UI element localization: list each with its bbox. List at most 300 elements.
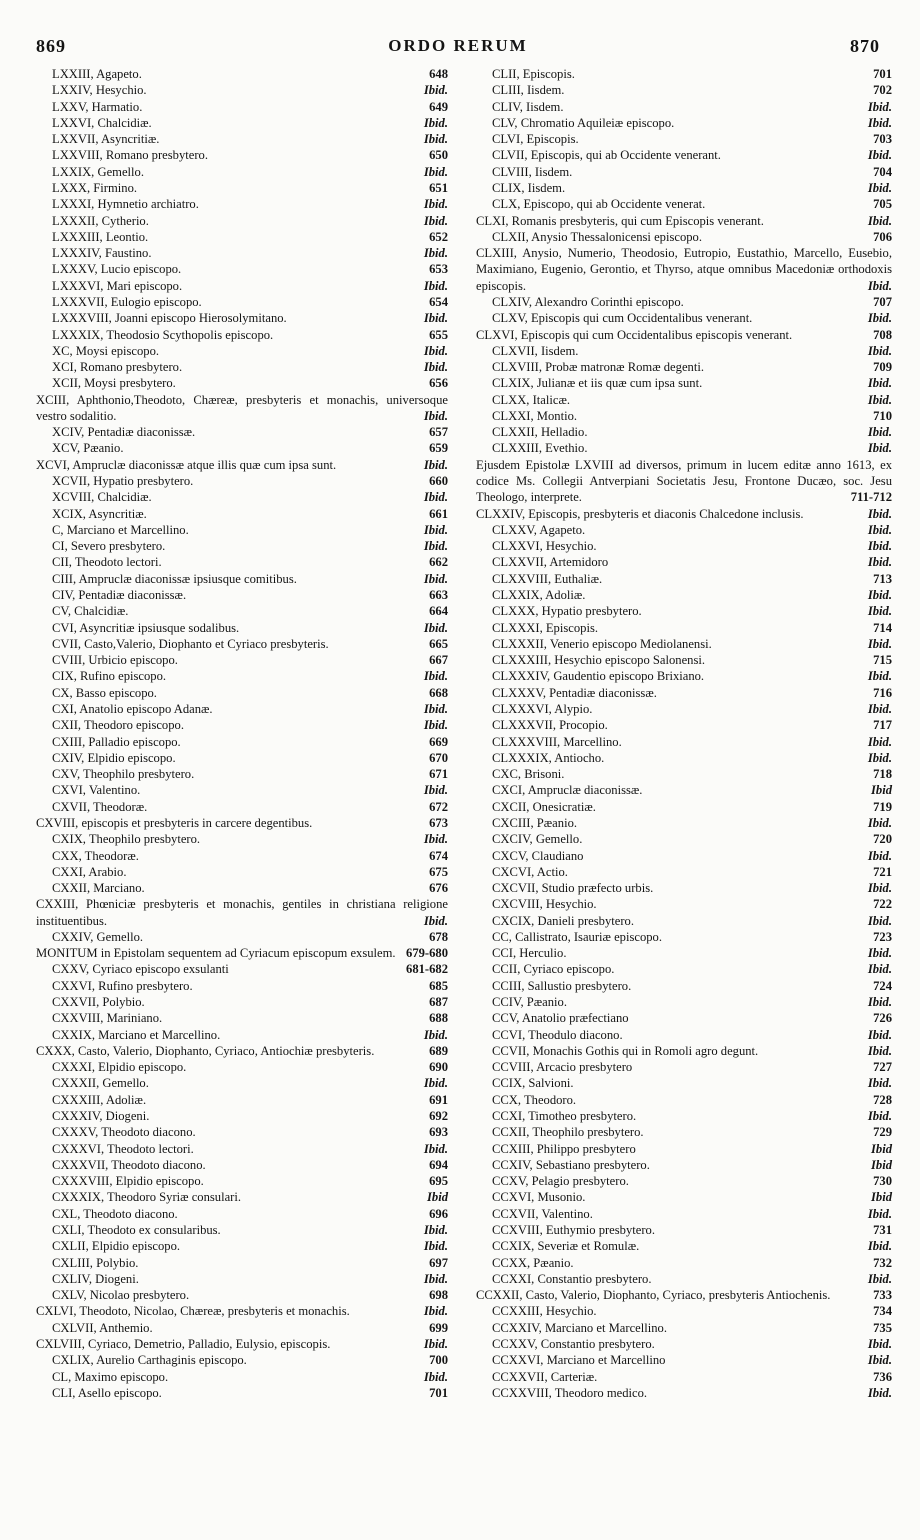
entry-page-reference: 652 [429,229,448,244]
index-entry [476,734,892,750]
entry-title: CXVI, Valentino. [52,783,141,798]
entry-title: CXXVIII, Mariniano. [52,1011,163,1026]
entry-page-reference: Ibid. [867,669,892,684]
entry-title: CXI, Anatolio episcopo Adanæ. [52,701,213,716]
index-entry [476,782,892,798]
entry-page-reference: Ibid. [867,99,892,114]
entry-title: CLXXVI, Hesychio. [492,539,597,554]
entry-page-reference: Ibid [871,783,892,798]
index-entry [476,1010,892,1026]
entry-title: CCXX, Pæanio. [492,1255,574,1270]
entry-title: CLXXXVII, Procopio. [492,718,608,733]
entry-page-reference: 693 [429,1125,448,1140]
entry-page-reference: 657 [429,425,448,440]
entry-page-reference: 692 [429,1109,448,1123]
entry-title: CXII, Theodoro episcopo. [52,718,184,733]
entry-title: LXXXIV, Faustino. [52,246,152,261]
index-entry [476,180,892,196]
entry-title: CCXVII, Valentino. [492,1206,593,1221]
index-entry [476,82,892,98]
index-entry [36,945,448,961]
entry-page-reference: 736 [873,1369,892,1384]
entry-title: CLVIII, Iisdem. [492,164,573,179]
entry-page-reference: 710 [873,408,892,423]
entry-title: XCIX, Asyncritiæ. [52,506,147,521]
entry-title: CCXXII, Casto, Valerio, Diophanto, Cyriaco, presbyteris Antiochenis. [476,1288,831,1303]
entry-page-reference: 667 [429,653,448,668]
entry-title: CLII, Episcopis. [492,67,575,81]
entry-page-reference: 687 [429,995,448,1010]
entry-page-reference: 672 [429,799,448,814]
entry-page-reference: 665 [429,636,448,651]
index-entry [36,196,448,212]
entry-page-reference: 681-682 [406,962,448,977]
entry-page-reference: 651 [429,180,448,195]
entry-title: CLXVII, Iisdem. [492,343,579,358]
index-entry [476,115,892,131]
index-entry [36,1108,448,1124]
entry-title: LXXVI, Chalcidiæ. [52,115,152,130]
entry-page-reference: 696 [429,1206,448,1221]
entry-page-reference: 668 [429,685,448,700]
entry-title: CXLIV, Diogeni. [52,1271,139,1286]
entry-title: CCX, Theodoro. [492,1092,577,1107]
index-entry [476,245,892,294]
entry-page-reference: Ibid. [423,1271,448,1286]
index-entry [476,294,892,310]
index-entry [36,929,448,945]
index-entry [36,294,448,310]
entry-title: CXXIX, Marciano et Marcellino. [52,1027,221,1042]
index-entry [476,164,892,180]
entry-page-reference: Ibid. [867,522,892,537]
entry-title: CXLIX, Aurelio Carthaginis episcopo. [52,1353,247,1368]
entry-page-reference: Ibid. [423,360,448,375]
index-entry [476,896,892,912]
entry-title: CLXXXVI, Alypio. [492,701,593,716]
entry-page-reference: Ibid. [867,815,892,830]
entry-title: CXCI, Ampruclæ diaconissæ. [492,783,643,798]
index-entry [36,424,448,440]
entry-title: CXXIII, Phœniciæ presbyteris et monachis, gentiles in christiana religione instituentibus. [36,897,448,928]
entry-title: CCXI, Timotheo presbytero. [492,1109,637,1123]
index-entry [36,375,448,391]
entry-page-reference: Ibid. [867,701,892,716]
entry-title: CXCII, Onesicratiæ. [492,799,596,814]
entry-page-reference: 732 [873,1255,892,1270]
entry-title: CL, Maximo episcopo. [52,1369,169,1384]
entry-page-reference: 727 [873,1060,892,1075]
index-entry [36,131,448,147]
entry-page-reference: 676 [429,881,448,896]
entry-page-reference: Ibid. [867,1043,892,1058]
entry-title: CXCVII, Studio præfecto urbis. [492,881,654,896]
entry-page-reference: 730 [873,1174,892,1189]
entry-page-reference: Ibid. [867,555,892,570]
index-entry [476,1141,892,1157]
entry-title: CCVII, Monachis Gothis qui in Romoli agro degunt. [492,1043,759,1058]
entry-page-reference: Ibid. [867,1076,892,1091]
entry-page-reference: Ibid. [423,783,448,798]
entry-title: CC, Callistrato, Isauriæ episcopo. [492,929,662,944]
index-entry [476,945,892,961]
index-entry [476,343,892,359]
entry-title: CLXIX, Julianæ et iis quæ cum ipsa sunt. [492,376,703,391]
entry-page-reference: Ibid. [423,278,448,293]
entry-title: CCXVIII, Euthymio presbytero. [492,1222,655,1237]
entry-page-reference: Ibid [427,1190,448,1205]
entry-title: LXXX, Firmino. [52,180,138,195]
entry-page-reference: Ibid. [867,1271,892,1286]
entry-title: CCXII, Theophilo presbytero. [492,1125,644,1140]
entry-title: CXXXIV, Diogeni. [52,1109,150,1123]
index-entry [476,929,892,945]
entry-page-reference: Ibid. [423,539,448,554]
index-entry [476,831,892,847]
entry-title: CXXXI, Elpidio episcopo. [52,1060,187,1075]
entry-title: CLXXXIV, Gaudentio episcopo Brixiano. [492,669,705,684]
entry-page-reference: 702 [873,83,892,98]
index-entry [476,685,892,701]
entry-page-reference: Ibid. [867,734,892,749]
index-entry [476,1157,892,1173]
entry-title: CIII, Ampruclæ diaconissæ ipsiusque comitibus. [52,571,297,586]
right-index-column [476,66,892,1401]
entry-title: CXVIII, episcopis et presbyteris in carcere degentibus. [36,815,313,830]
entry-page-reference: Ibid. [867,1239,892,1254]
entry-title: CLXXXV, Pentadiæ diaconissæ. [492,685,657,700]
entry-page-reference: Ibid. [423,197,448,212]
index-entry [476,766,892,782]
entry-title: CXV, Theophilo presbytero. [52,767,195,782]
index-entry [476,799,892,815]
index-entry [476,815,892,831]
entry-title: LXXXV, Lucio episcopo. [52,262,182,277]
entry-page-reference: 701 [873,67,892,81]
index-entry [476,131,892,147]
entry-page-reference: Ibid. [423,913,448,928]
index-entry [476,1189,892,1205]
entry-title: CXIV, Elpidio episcopo. [52,750,176,765]
entry-title: LXXXVI, Mari episcopo. [52,278,183,293]
index-entry [476,310,892,326]
entry-title: CXLVIII, Cyriaco, Demetrio, Palladio, Eulysio, episcopis. [36,1336,331,1351]
entry-page-reference: 707 [873,294,892,309]
entry-page-reference: 675 [429,864,448,879]
entry-page-reference: 733 [873,1288,892,1303]
entry-title: LXXVIII, Romano presbytero. [52,148,208,163]
entry-title: CLI, Asello episcopo. [52,1385,162,1400]
entry-page-reference: Ibid. [423,832,448,847]
left-index-column [36,66,448,1401]
index-entry [476,1075,892,1091]
index-entry [36,1303,448,1319]
index-entry [36,522,448,538]
index-entry [476,457,892,506]
entry-title: CLXII, Anysio Thessalonicensi episcopo. [492,229,702,244]
entry-title: CCXXVIII, Theodoro medico. [492,1385,648,1400]
index-entry [476,717,892,733]
index-entry [36,440,448,456]
entry-page-reference: 660 [429,474,448,489]
index-entry [36,1336,448,1352]
index-entry [36,620,448,636]
entry-page-reference: 715 [873,653,892,668]
entry-title: CXVII, Theodoræ. [52,799,148,814]
entry-title: CCXXVI, Marciano et Marcellino [492,1353,666,1368]
index-entry [476,1092,892,1108]
index-entry [36,1352,448,1368]
entry-title: C, Marciano et Marcellino. [52,522,189,537]
entry-title: CXXXVI, Theodoto lectori. [52,1141,194,1156]
index-entry [476,538,892,554]
index-entry [476,1043,892,1059]
entry-page-reference: Ibid. [867,392,892,407]
index-entry [476,147,892,163]
entry-title: CXC, Brisoni. [492,767,565,782]
index-entry [36,489,448,505]
entry-title: CII, Theodoto lectori. [52,555,162,570]
entry-page-reference: Ibid. [423,343,448,358]
index-entry [36,1385,448,1401]
entry-title: CXLI, Theodoto ex consularibus. [52,1222,221,1237]
index-entry [36,994,448,1010]
entry-title: CLXVI, Episcopis qui cum Occidentalibus episcopis venerant. [476,327,793,342]
entry-page-reference: Ibid. [423,1336,448,1351]
index-entry [476,229,892,245]
entry-page-reference: 714 [873,620,892,635]
index-entry [476,978,892,994]
entry-title: CXCV, Claudiano [492,848,584,863]
entry-page-reference: Ibid. [867,881,892,896]
entry-title: CXLVII, Anthemio. [52,1320,153,1335]
index-entry [476,620,892,636]
entry-title: CCXVI, Musonio. [492,1190,586,1205]
entry-page-reference: 729 [873,1125,892,1140]
entry-page-reference: Ibid. [423,701,448,716]
index-entry [476,440,892,456]
index-entry [36,1010,448,1026]
index-entry [36,1206,448,1222]
index-entry [476,1059,892,1075]
entry-title: CLXI, Romanis presbyteris, qui cum Episcopis venerant. [476,213,764,228]
index-entry [36,538,448,554]
entry-page-reference: Ibid. [423,1027,448,1042]
entry-page-reference: Ibid. [423,1239,448,1254]
entry-title: CLXXIV, Episcopis, presbyteris et diaconis Chalcedone inclusis. [476,506,804,521]
index-entry [476,913,892,929]
entry-title: LXXXIII, Leontio. [52,229,149,244]
entry-title: Ejusdem Epistolæ LXVIII ad diversos, primum in lucem editæ anno 1613, ex codice Ms. Collegii Antverpiani Societatis Jesu, Frontone Ducæo, soc. Jesu Theologo, interprete. [476,457,892,505]
index-entry [36,1075,448,1091]
entry-page-reference: 726 [873,1011,892,1026]
entry-title: CCXIV, Sebastiano presbytero. [492,1157,650,1172]
entry-page-reference: 719 [873,799,892,814]
entry-page-reference: Ibid. [423,1222,448,1237]
entry-page-reference: Ibid. [423,213,448,228]
entry-page-reference: Ibid. [867,278,892,293]
entry-title: LXXXII, Cytherio. [52,213,149,228]
entry-page-reference: 664 [429,604,448,619]
entry-page-reference: Ibid. [867,588,892,602]
entry-title: CLXV, Episcopis qui cum Occidentalibus venerant. [492,311,753,326]
index-entry [36,310,448,326]
entry-title: CLV, Chromatio Aquileiæ episcopo. [492,115,675,130]
index-entry [476,375,892,391]
entry-page-reference: Ibid. [867,848,892,863]
index-entry [476,603,892,619]
index-entry [476,652,892,668]
entry-page-reference: 716 [873,685,892,700]
index-entry [476,864,892,880]
entry-title: CLXXIX, Adoliæ. [492,588,586,602]
entry-page-reference: 648 [429,67,448,81]
entry-page-reference: 670 [429,750,448,765]
index-entry [476,1320,892,1336]
index-entry [476,750,892,766]
entry-page-reference: Ibid. [423,457,448,472]
entry-title: XCV, Pæanio. [52,441,124,456]
entry-page-reference: Ibid. [423,115,448,130]
index-entry [476,1303,892,1319]
index-entry [36,685,448,701]
index-entry [476,1369,892,1385]
index-entry [476,636,892,652]
entry-title: CXLII, Elpidio episcopo. [52,1239,181,1254]
index-entry [36,1222,448,1238]
entry-page-reference: Ibid. [867,1206,892,1221]
index-entry [476,392,892,408]
entry-page-reference: 701 [429,1385,448,1400]
index-entry [36,245,448,261]
entry-title: LXXIV, Hesychio. [52,83,147,98]
entry-title: XCII, Moysi presbytero. [52,376,176,391]
entry-title: CLIX, Iisdem. [492,180,566,195]
entry-page-reference: Ibid. [423,1141,448,1156]
entry-page-reference: Ibid. [867,1109,892,1123]
index-entry [36,636,448,652]
entry-page-reference: 705 [873,197,892,212]
entry-page-reference: 689 [429,1043,448,1058]
index-entry [36,359,448,375]
entry-title: XCVI, Ampruclæ diaconissæ atque illis quæ cum ipsa sunt. [36,457,337,472]
entry-title: CXXXIX, Theodoro Syriæ consulari. [52,1190,242,1205]
index-entry [36,1189,448,1205]
entry-page-reference: 679-680 [406,946,448,961]
entry-page-reference: Ibid. [867,425,892,440]
entry-title: CLXXXIX, Antiocho. [492,750,605,765]
entry-page-reference: 669 [429,734,448,749]
entry-page-reference: 720 [873,832,892,847]
entry-title: CCII, Cyriaco episcopo. [492,962,615,977]
index-entry [476,994,892,1010]
entry-title: CCXIII, Philippo presbytero [492,1141,636,1156]
entry-page-reference: Ibid. [867,995,892,1010]
entry-page-reference: Ibid. [867,115,892,130]
entry-page-reference: Ibid. [867,1353,892,1368]
index-entry [476,554,892,570]
entry-title: CXCIII, Pæanio. [492,815,578,830]
entry-page-reference: Ibid. [867,913,892,928]
entry-page-reference: 694 [429,1157,448,1172]
entry-title: CXLVI, Theodoto, Nicolao, Chæreæ, presbyteris et monachis. [36,1304,350,1319]
index-entry [36,392,448,425]
entry-page-reference: Ibid. [423,164,448,179]
page-header [36,34,880,58]
right-page-number: 870 [850,35,880,56]
entry-title: CXXV, Cyriaco episcopo exsulanti [52,962,229,977]
entry-title: CCXXVII, Carteriæ. [492,1369,598,1384]
entry-page-reference: 663 [429,588,448,602]
entry-title: CXLV, Nicolao presbytero. [52,1288,190,1303]
index-entry [476,587,892,603]
entry-title: LXXXVIII, Joanni episcopo Hierosolymitano. [52,311,287,326]
entry-page-reference: Ibid. [867,1336,892,1351]
index-entry [476,213,892,229]
entry-page-reference: Ibid. [423,490,448,505]
index-entry [36,343,448,359]
entry-title: LXXXI, Hymnetio archiatro. [52,197,199,212]
index-entry [36,799,448,815]
entry-title: CCXXV, Constantio presbytero. [492,1336,655,1351]
entry-page-reference: Ibid. [423,522,448,537]
index-entry [36,1271,448,1287]
entry-title: XCIII, Aphthonio,Theodoto, Chæreæ, presbyteris et monachis, universoque vestro sodalitio. [36,392,448,423]
index-entry [36,1059,448,1075]
entry-title: XCVII, Hypatio presbytero. [52,474,194,489]
entry-page-reference: 713 [873,571,892,586]
entry-title: CCV, Anatolio præfectiano [492,1011,629,1026]
entry-title: CLXIII, Anysio, Numerio, Theodosio, Eutropio, Eustathio, Marcello, Eusebio, Maximiano, Eugenio, Gerontio, et Thyrso, atque omnibus Macedoniæ orthodoxis episcopis. [476,246,892,293]
index-entry [36,701,448,717]
index-entry [36,1320,448,1336]
entry-page-reference: 703 [873,132,892,147]
entry-title: CCXXIV, Marciano et Marcellino. [492,1320,667,1335]
entry-title: CCVI, Theodulo diacono. [492,1027,623,1042]
index-entry [476,1385,892,1401]
entry-page-reference: 656 [429,376,448,391]
entry-title: CXXX, Casto, Valerio, Diophanto, Cyriaco, Antiochiæ presbyteris. [36,1043,375,1058]
entry-page-reference: 659 [429,441,448,456]
entry-page-reference: 688 [429,1011,448,1026]
entry-page-reference: Ibid. [423,132,448,147]
entry-page-reference: Ibid. [423,311,448,326]
index-entry [476,408,892,424]
index-entry [36,147,448,163]
index-entry [476,506,892,522]
entry-title: CCIX, Salvioni. [492,1076,574,1091]
entry-page-reference: Ibid. [867,1385,892,1400]
entry-page-reference: 661 [429,506,448,521]
index-entry [36,864,448,880]
index-entry [476,880,892,896]
entry-title: LXXXIX, Theodosio Scythopolis episcopo. [52,327,274,342]
entry-page-reference: 653 [429,262,448,277]
left-page-number: 869 [36,35,66,56]
index-entry [36,1238,448,1254]
entry-title: CLX, Episcopo, qui ab Occidente venerat. [492,197,706,212]
entry-page-reference: Ibid. [423,1369,448,1384]
entry-title: XCI, Romano presbytero. [52,360,183,375]
entry-page-reference: 700 [429,1353,448,1368]
entry-page-reference: 721 [873,864,892,879]
index-entry [36,1043,448,1059]
entry-title: CXXIV, Gemello. [52,929,144,944]
index-entry [36,115,448,131]
entry-page-reference: Ibid. [867,1027,892,1042]
entry-page-reference: 655 [429,327,448,342]
index-entry [36,652,448,668]
